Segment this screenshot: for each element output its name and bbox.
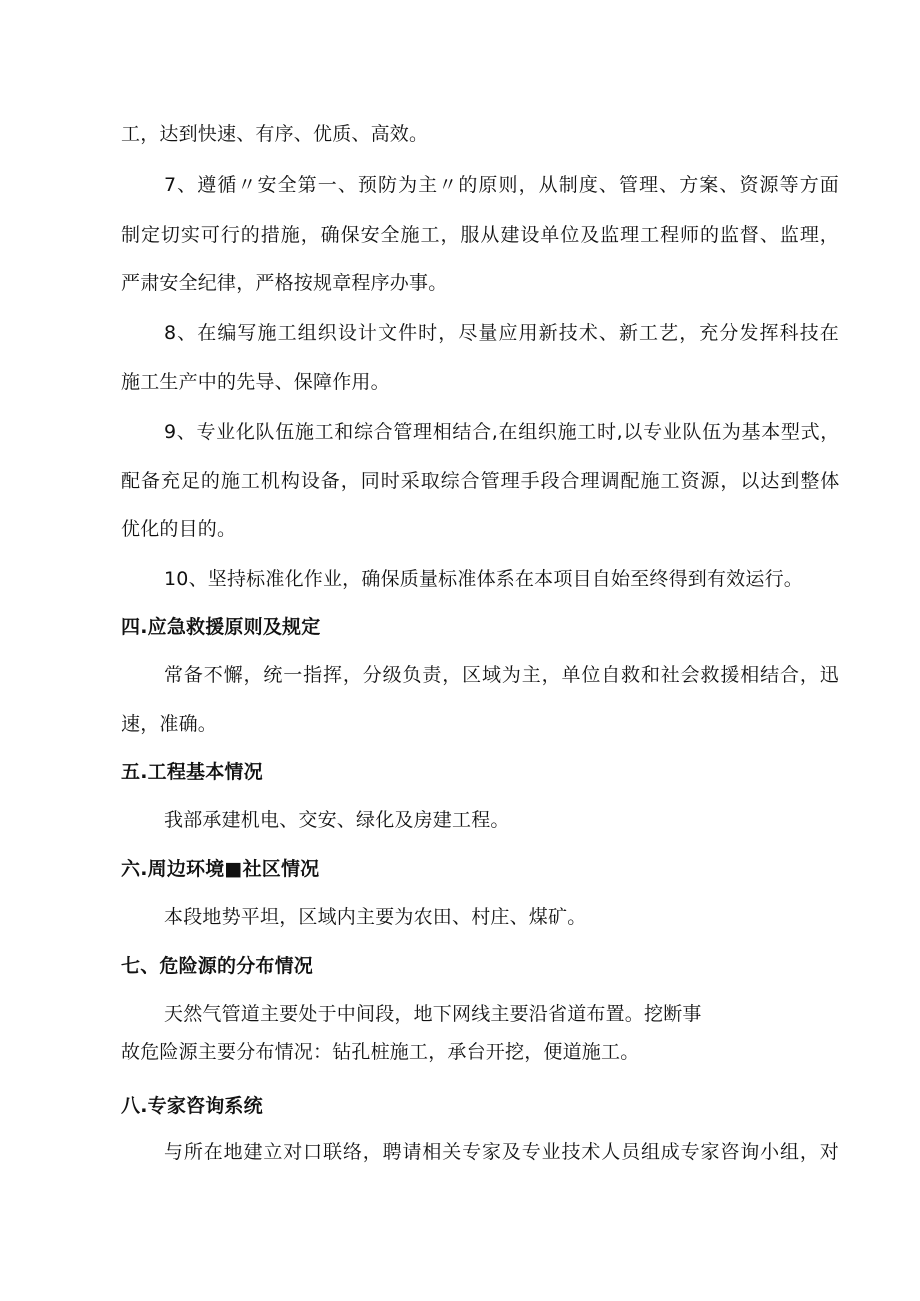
paragraph-9-line-3: 优化的目的。	[121, 518, 237, 540]
section-7-line-1: 天然气管道主要处于中间段，地下网线主要沿省道布置。挖断事	[164, 1003, 702, 1025]
paragraph-9-line-2: 配备充足的施工机构设备，同时采取综合管理手段合理调配施工资源，以达到整体	[121, 470, 839, 492]
paragraph-10: 10、坚持标准化作业，确保质量标准体系在本项目自始至终得到有效运行。	[164, 568, 803, 590]
section-4-line-2: 速，准确。	[121, 713, 218, 735]
section-4-heading: 四.应急救援原则及规定	[121, 616, 321, 638]
section-8-line-1: 与所在地建立对口联络，聘请相关专家及专业技术人员组成专家咨询小组，对	[164, 1141, 839, 1163]
paragraph-8-line-2: 施工生产中的先导、保障作用。	[121, 371, 390, 393]
section-5-heading: 五.工程基本情况	[121, 761, 263, 783]
paragraph-7-line-2: 制定切实可行的措施，确保安全施工，服从建设单位及监理工程师的监督、监理，	[121, 224, 839, 246]
section-8-heading: 八.专家咨询系统	[121, 1095, 263, 1117]
section-5-body: 我部承建机电、交安、绿化及房建工程。	[164, 809, 510, 831]
paragraph-9-line-1: 9、专业化队伍施工和综合管理相结合,在组织施工时,以专业队伍为基本型式，	[164, 421, 839, 443]
section-6-heading: 六.周边环境■社区情况	[121, 858, 320, 880]
paragraph-8-line-1: 8、在编写施工组织设计文件时，尽量应用新技术、新工艺，充分发挥科技在	[164, 322, 839, 344]
paragraph-7-line-3: 严肃安全纪律，严格按规章程序办事。	[121, 272, 448, 294]
section-4-line-1: 常备不懈，统一指挥，分级负责，区域为主，单位自救和社会救援相结合，迅	[164, 664, 839, 686]
section-7-line-2: 故危险源主要分布情况：钻孔桩施工，承台开挖，便道施工。	[121, 1041, 640, 1063]
section-7-heading: 七、危险源的分布情况	[121, 955, 314, 977]
section-6-body: 本段地势平坦，区域内主要为农田、村庄、煤矿。	[164, 906, 587, 928]
paragraph-6-end: 工，达到快速、有序、优质、高效。	[121, 123, 429, 145]
paragraph-7-line-1: 7、遵循〃安全第一、预防为主〃的原则，从制度、管理、方案、资源等方面	[164, 174, 839, 196]
